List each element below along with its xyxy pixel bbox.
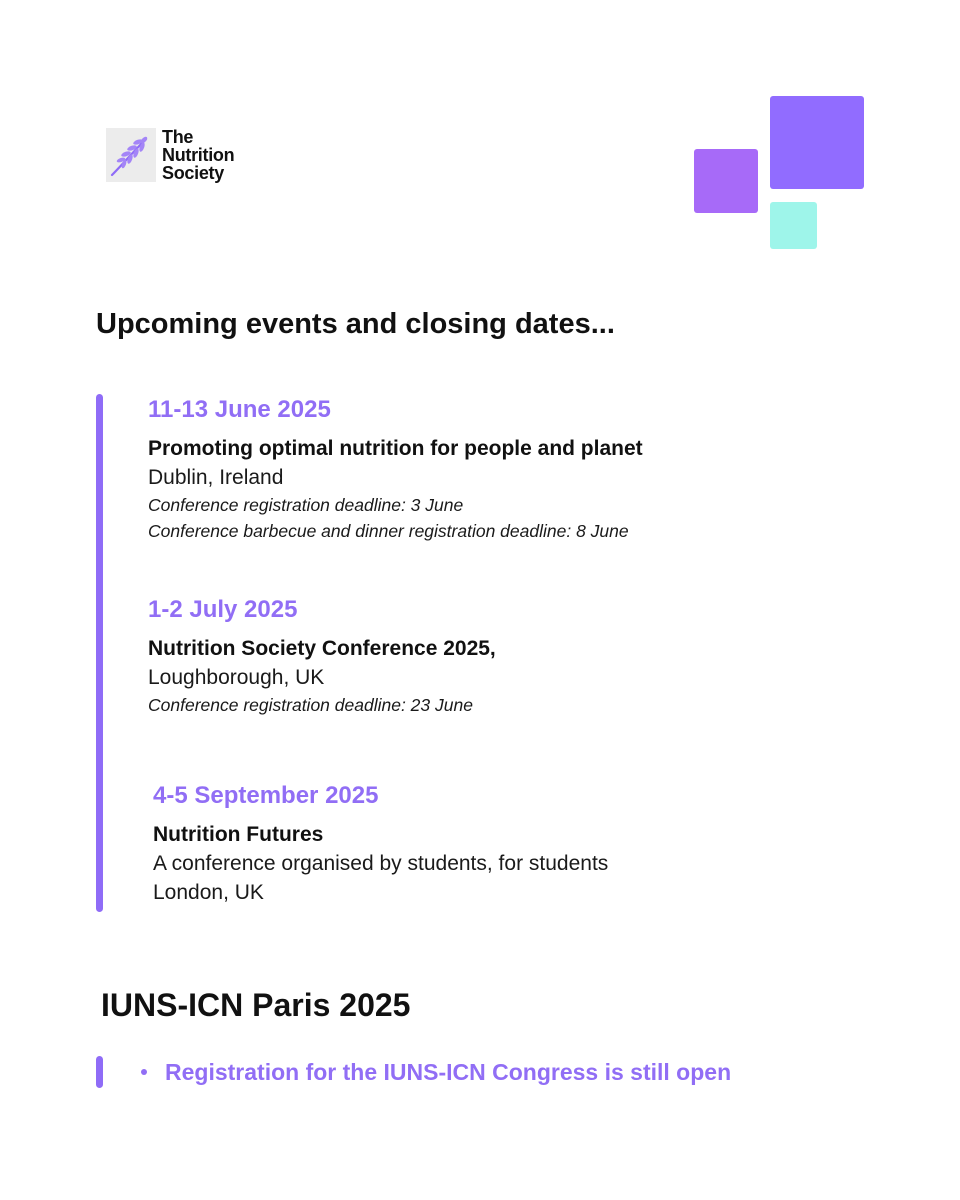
event-location: Dublin, Ireland [148,466,284,489]
decorative-square-small [770,202,817,249]
wheat-icon [106,128,156,182]
events-accent-bar [96,394,103,912]
event-deadline: Conference registration deadline: 3 June [148,495,464,515]
event-date: 11-13 June 2025 [148,396,331,423]
iuns-accent-bar [96,1056,103,1088]
event-date: 4-5 September 2025 [153,782,379,809]
logo-line-3: Society [162,163,224,183]
event-date: 1-2 July 2025 [148,596,298,623]
event-item [153,781,608,907]
logo-line-2: Nutrition [162,145,235,165]
decorative-square-large [770,96,864,189]
logo [106,128,234,182]
event-title: Nutrition Society Conference 2025, [148,637,496,660]
event-location: London, UK [153,881,264,904]
event-deadline: Conference barbecue and dinner registration deadline: 8 June [148,521,629,541]
iuns-registration-text: Registration for the IUNS-ICN Congress is still open [165,1059,732,1085]
event-item [148,595,496,718]
logo-wordmark [162,128,234,182]
event-deadline: Conference registration deadline: 23 June [148,695,473,715]
decorative-square-medium [694,149,758,213]
bullet-icon [141,1069,147,1075]
iuns-bullet-item [141,1057,731,1087]
event-subtitle: A conference organised by students, for students [153,852,609,875]
iuns-heading: IUNS-ICN Paris 2025 [101,987,411,1023]
event-title: Promoting optimal nutrition for people and planet [148,437,643,460]
event-title: Nutrition Futures [153,823,324,846]
event-location: Loughborough, UK [148,666,325,689]
logo-line-1: The [162,127,194,147]
events-heading: Upcoming events and closing dates... [96,308,615,340]
event-item [148,395,643,544]
